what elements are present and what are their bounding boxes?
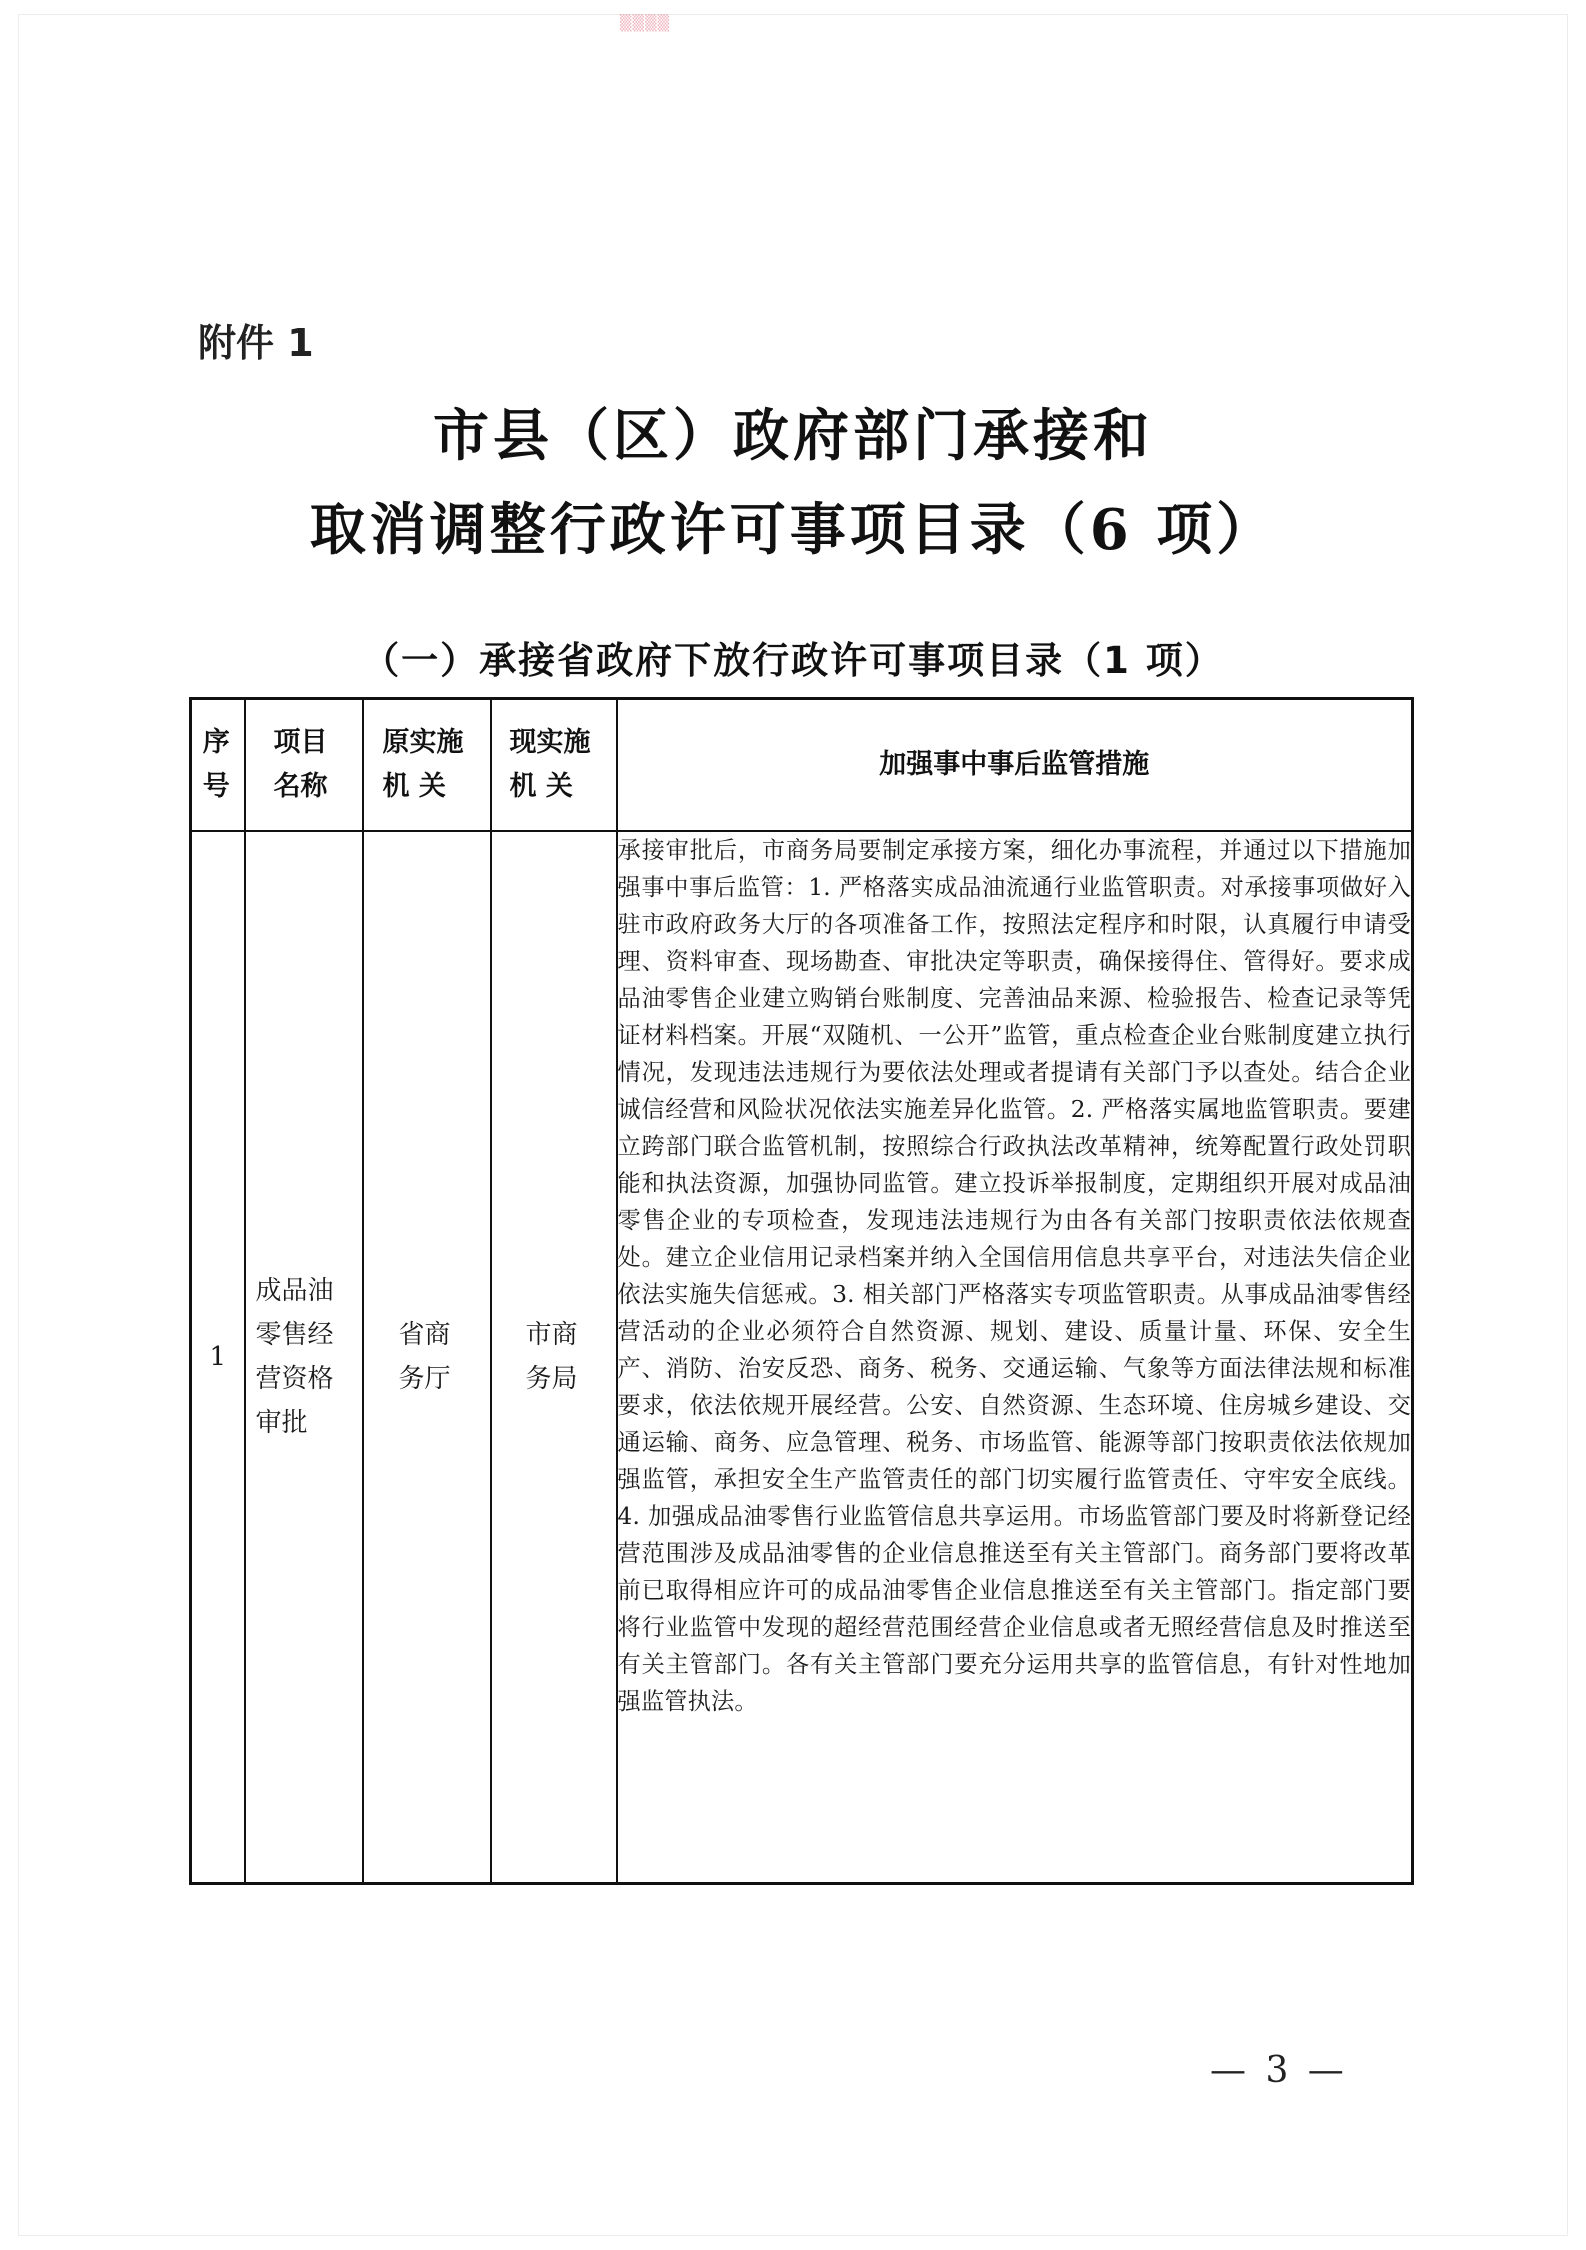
- cell-original-authority: 省商务厅: [363, 831, 491, 1884]
- table-row: [191, 831, 1413, 1884]
- section-subtitle: （一）承接省政府下放行政许可事项目录（1 项）: [362, 639, 1224, 682]
- table-header-row: [191, 699, 1413, 832]
- document-title-line-2: 取消调整行政许可事项目录（6 项）: [309, 497, 1277, 563]
- cell-current-authority: 市商务局: [491, 831, 617, 1884]
- header-original-authority: 原实施机 关: [363, 699, 491, 832]
- header-seq: 序号: [191, 699, 245, 832]
- header-supervision-measures: 加强事中事后监管措施: [617, 699, 1413, 832]
- cell-item-name: 成品油零售经营资格审批: [245, 831, 363, 1884]
- document-title-line-1: 市县（区）政府部门承接和: [433, 403, 1153, 469]
- attachment-label: 附件 1: [198, 321, 314, 365]
- page-number: — 3 —: [1210, 2050, 1348, 2091]
- red-seal-mark: ▒▒▒▒: [620, 14, 671, 32]
- header-item-name: 项目名称: [245, 699, 363, 832]
- header-current-authority: 现实施机 关: [491, 699, 617, 832]
- cell-supervision-measures: [617, 831, 1413, 1884]
- permit-catalog-table: [189, 697, 1414, 1885]
- cell-seq: 1: [191, 831, 245, 1884]
- measures-text: 承接审批后，市商务局要制定承接方案，细化办事流程，并通过以下措施加强事中事后监管：1. 严格落实成品油流通行业监管职责。对承接事项做好入驻市政府政务大厅的各项准备工作，按照法定程序和时限，认真履行申请受理、资料审查、现场勘查、审批决定等职责，确保接得住、管得好。要求成品油零售企业建立购销台账制度、完善油品来源、检验报告、检查记录等凭证材料档案。开展“双随机、一公开”监管，重点检查企业台账制度建立执行情况，发现违法违规行为要依法处理或者提请有关部门予以查处。结合企业诚信经营和风险状况依法实施差异化监管。2. 严格落实属地监管职责。要建立跨部门联合监管机制，按照综合行政执法改革精神，统筹配置行政处罚职能和执法资源，加强协同监管。建立投诉举报制度，定期组织开展对成品油零售企业的专项检查，发现违法违规行为由各有关部门按职责依法依规查处。建立企业信用记录档案并纳入全国信用信息共享平台，对违法失信企业依法实施失信惩戒。3. 相关部门严格落实专项监管职责。从事成品油零售经营活动的企业必须符合自然资源、规划、建设、质量计量、环保、安全生产、消防、治安反恐、商务、税务、交通运输、气象等方面法律法规和标准要求，依法依规开展经营。公安、自然资源、生态环境、住房城乡建设、交通运输、商务、应急管理、税务、市场监管、能源等部门按职责依法依规加强监管，承担安全生产监管责任的部门切实履行监管责任、守牢安全底线。4. 加强成品油零售行业监管信息共享运用。市场监管部门要及时将新登记经营范围涉及成品油零售的企业信息推送至有关主管部门。商务部门要将改革前已取得相应许可的成品油零售企业信息推送至有关主管部门。指定部门要将行业监管中发现的超经营范围经营企业信息或者无照经营信息及时推送至有关主管部门。各有关主管部门要充分运用共享的监管信息，有针对性地加强监管执法。: [617, 837, 1411, 1715]
